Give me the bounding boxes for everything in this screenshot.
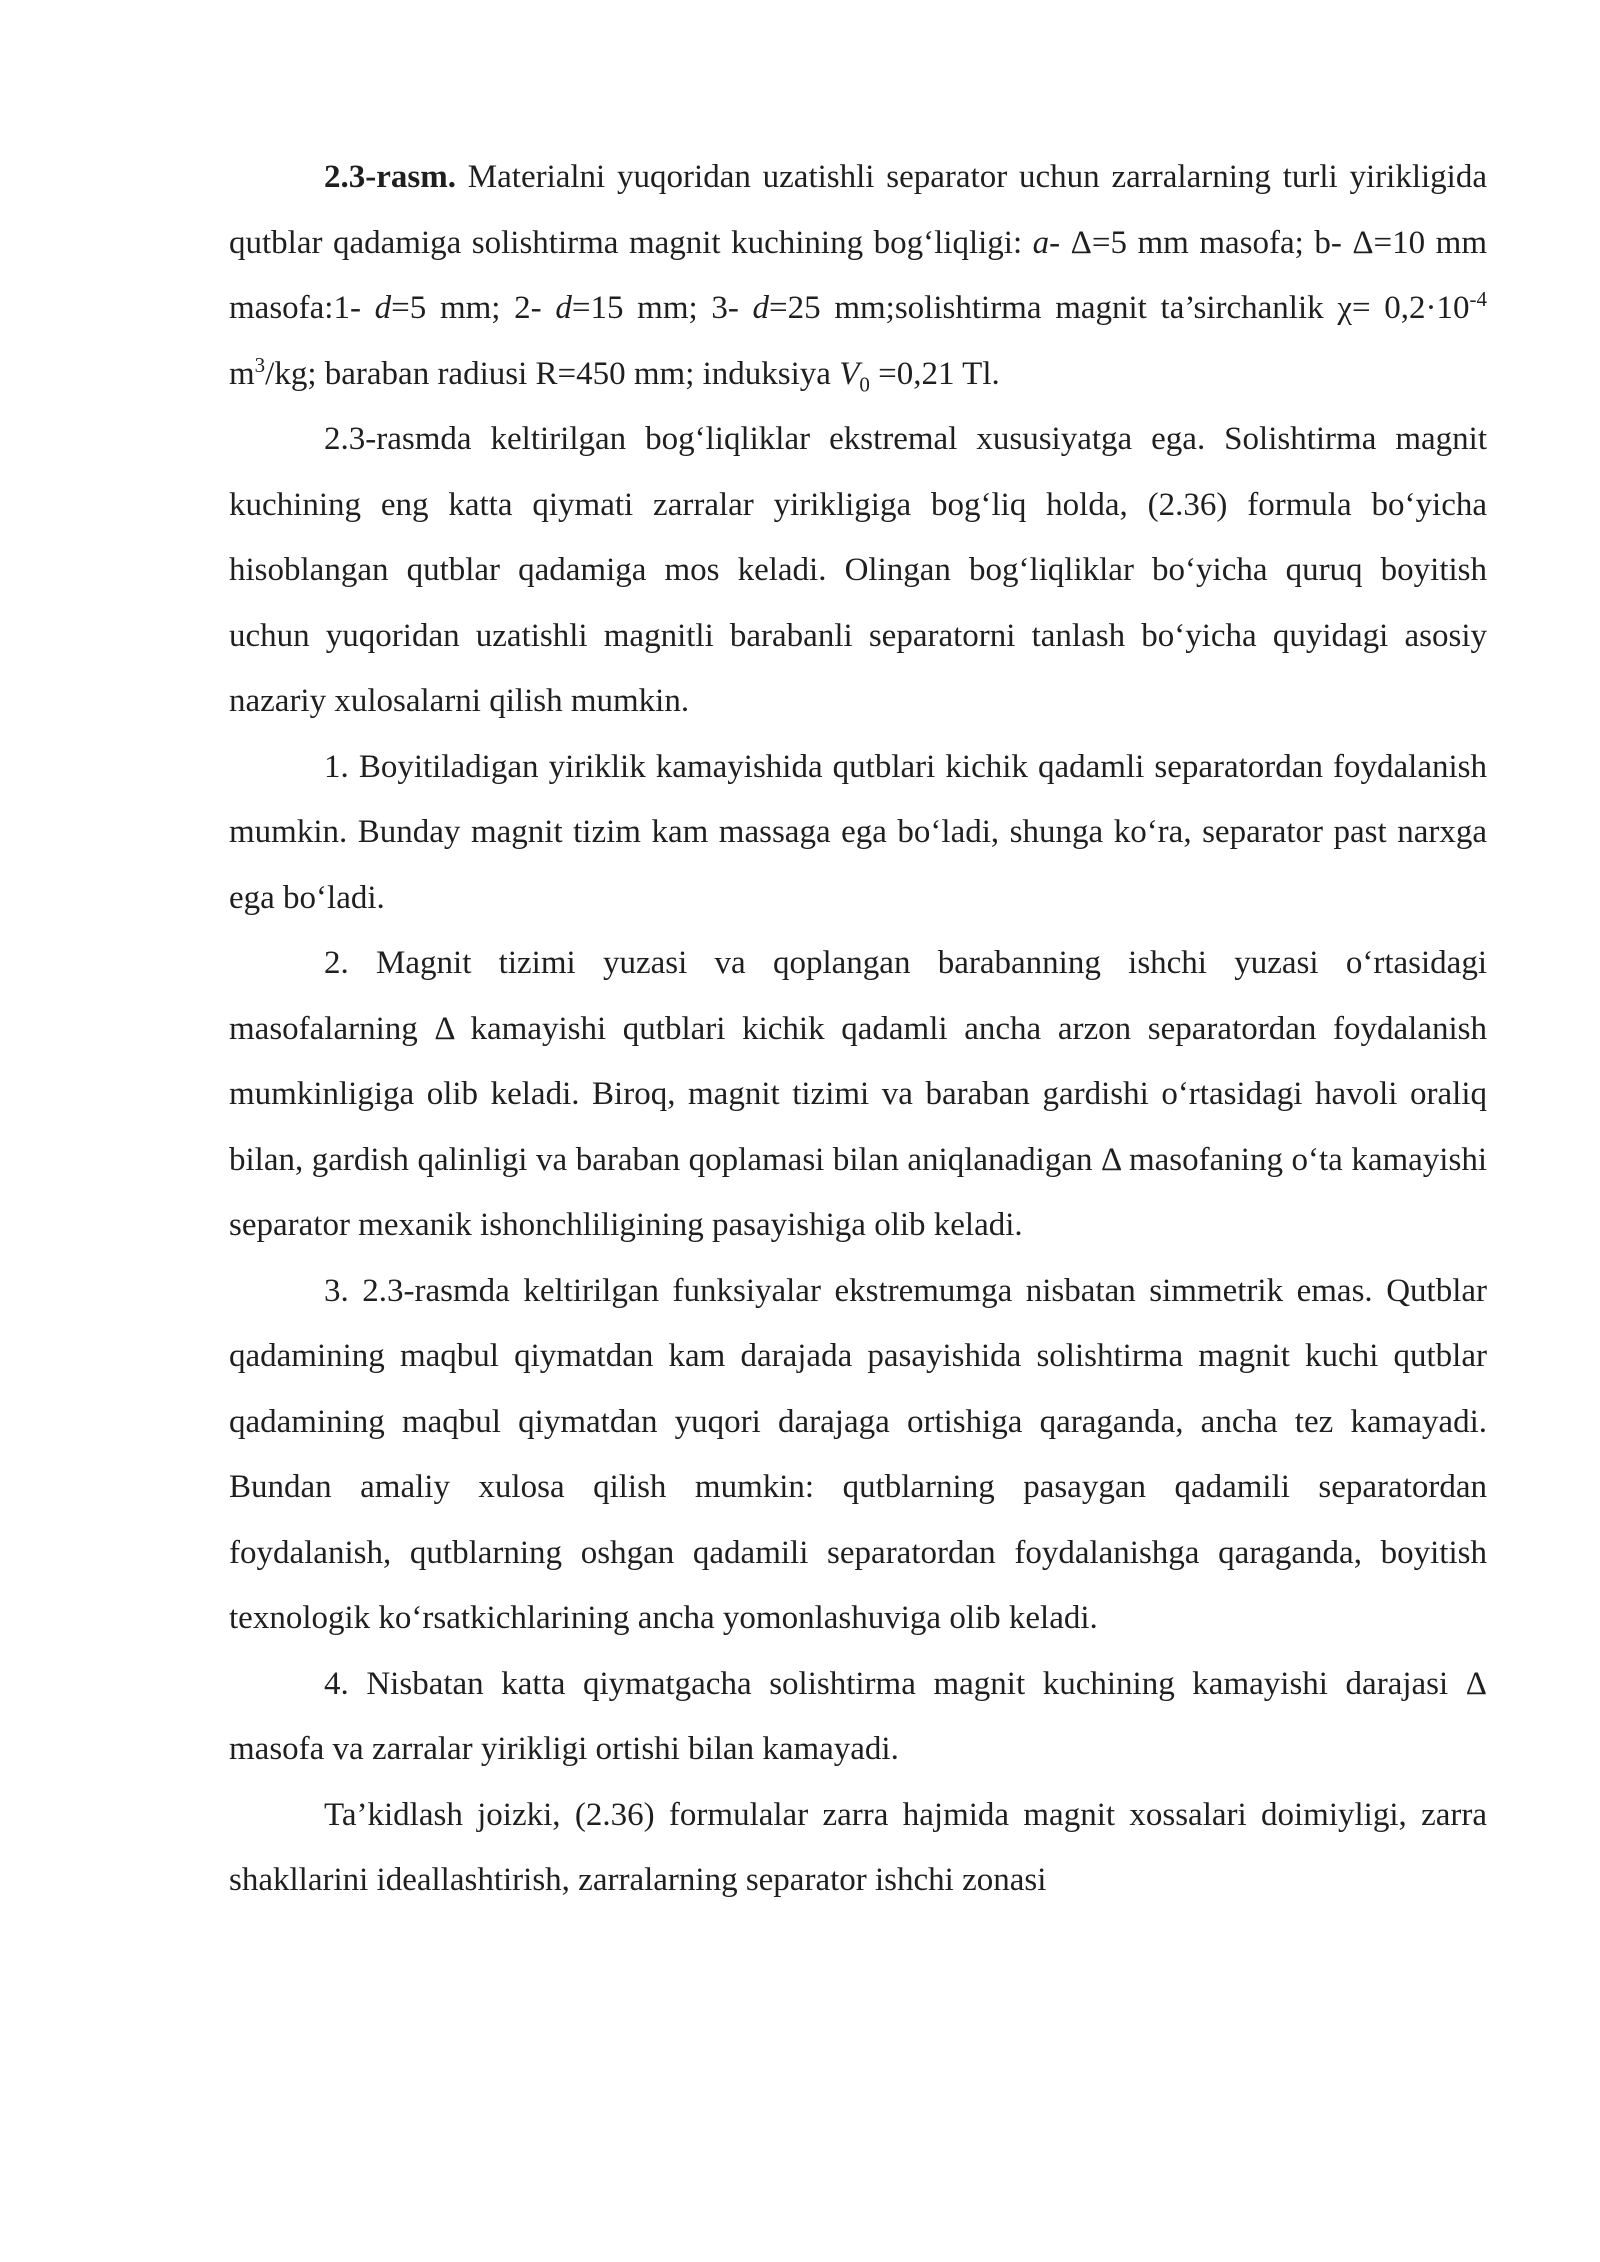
caption-exponent: 3 bbox=[254, 352, 266, 377]
caption-text: =15 mm; 3- bbox=[571, 290, 753, 326]
document-page bbox=[229, 145, 1487, 1914]
caption-text: =25 mm;solishtirma magnit ta’sirchanlik χ= 0,2·10 bbox=[769, 290, 1470, 326]
caption-var-d: d bbox=[752, 290, 770, 326]
caption-var-d: d bbox=[555, 290, 572, 326]
figure-caption bbox=[229, 145, 1487, 407]
caption-text: =5 mm; 2- bbox=[391, 290, 556, 326]
caption-var-v: V bbox=[839, 355, 860, 392]
list-item-1: 1. Boyitiladigan yiriklik kamayishida qutblari kichik qadamli separatordan foydalanish mumkin. Bunday magnit tizim kam massaga ega bo‘ladi, shunga ko‘ra, separator past narxga ega bo‘ladi. bbox=[229, 748, 1487, 916]
caption-var-a: a bbox=[1032, 224, 1050, 261]
caption-text: =0,21 Tl. bbox=[869, 355, 1000, 392]
body-paragraph: 2.3-rasmda keltirilgan bog‘liqliklar ekstremal xususiyatga ega. Solishtirma magnit kuchining eng katta qiymati zarralar yirikligiga bog‘liq holda, (2.36) formula bo‘yicha hisoblangan qutblar qadamiga mos keladi. Olingan bog‘liqliklar bo‘yicha quruq boyitish uchun yuqoridan uzatishli magnitli barabanli separatorni tanlash bo‘yicha quyidagi asosiy nazariy xulosalarni qilish mumkin. bbox=[229, 421, 1487, 719]
caption-var-d: d bbox=[374, 290, 392, 326]
caption-text: m bbox=[229, 355, 255, 392]
figure-label: 2.3-rasm. bbox=[324, 159, 456, 195]
list-item-4: 4. Nisbatan katta qiymatgacha solishtirma magnit kuchining kamayishi darajasi Δ masofa va zarralar yirikligi ortishi bilan kamayadi. bbox=[229, 1665, 1487, 1767]
body-paragraph: Ta’kidlash joizki, (2.36) formulalar zarra hajmida magnit xossalari doimiyligi, zarra shakllarini ideallashtirish, zarralarning separator ishchi zonasi bbox=[229, 1796, 1487, 1898]
caption-exponent: -4 bbox=[1469, 287, 1488, 311]
caption-subscript: 0 bbox=[859, 372, 870, 397]
list-item-2: 2. Magnit tizimi yuzasi va qoplangan barabanning ishchi yuzasi o‘rtasidagi masofalarning Δ kamayishi qutblari kichik qadamli ancha arzon separatordan foydalanish mumkinligiga olib keladi. Biroq, magnit tizimi va baraban gardishi o‘rtasidagi havoli oraliq bilan, gardish qalinligi va baraban qoplamasi bilan aniqlanadigan Δ masofaning o‘ta kamayishi separator mexanik ishonchliligining pasayishiga olib keladi. bbox=[229, 945, 1487, 1243]
caption-text: /kg; baraban radiusi R=450 mm; induksiya bbox=[265, 355, 840, 392]
caption-text: Materialni yuqoridan uzatishli separator uchun zarralarning turli yirikligida qutblar qadamiga solishtirma magnit kuchining bog‘liqligi: bbox=[229, 159, 1487, 261]
list-item-3: 3. 2.3-rasmda keltirilgan funksiyalar ekstremumga nisbatan simmetrik emas. Qutblar qadamining maqbul qiymatdan kam darajada pasayishida solishtirma magnit kuchi qutblar qadamining maqbul qiymatdan yuqori darajaga ortishiga qaraganda, ancha tez kamayadi. Bundan amaliy xulosa qilish mumkin: qutblarning pasaygan qadamili separatordan foydalanish, qutblarning oshgan qadamili separatordan foydalanishga qaraganda, boyitish texnologik ko‘rsatkichlarining ancha yomonlashuviga olib keladi. bbox=[229, 1272, 1487, 1636]
caption-text: - Δ=5 mm masofa; b- Δ=10 mm masofa:1- bbox=[229, 224, 1487, 326]
